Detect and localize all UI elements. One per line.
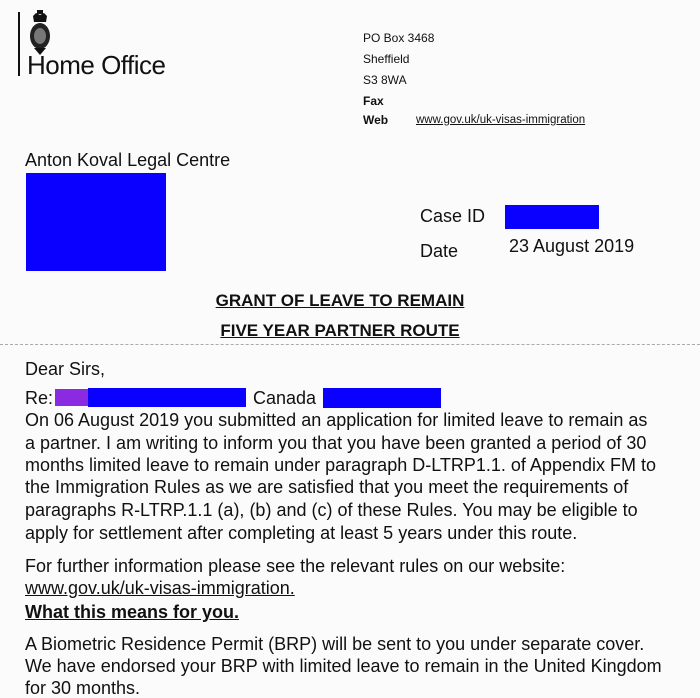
further-info-text: For further information please see the relevant rules on our website: <box>25 556 566 576</box>
org-name: Home Office <box>27 50 166 80</box>
salutation: Dear Sirs, <box>25 359 106 379</box>
scan-dashed-line <box>0 344 700 345</box>
web-link[interactable]: www.gov.uk/uk-visas-immigration <box>416 114 586 126</box>
letter-subtitle: FIVE YEAR PARTNER ROUTE <box>220 321 460 340</box>
section-heading: What this means for you. <box>25 602 240 622</box>
address-line: PO Box 3468 <box>363 31 435 45</box>
redacted-reference <box>323 388 441 408</box>
paragraph-line: apply for settlement after completing at least 5 years under this route. <box>25 523 578 543</box>
address-line: Sheffield <box>363 52 410 66</box>
address-line: S3 8WA <box>363 73 407 87</box>
date-label: Date <box>420 241 459 261</box>
paragraph-line: We have endorsed your BRP with limited leave to remain in the United Kingdom <box>25 656 662 676</box>
redacted-address <box>26 173 166 271</box>
date-value: 23 August 2019 <box>509 236 635 256</box>
paragraph-line: the Immigration Rules as we are satisfied that you meet the requirements of <box>25 477 629 497</box>
re-country: Canada <box>253 388 317 408</box>
paragraph-line: for 30 months. <box>25 678 141 698</box>
redacted-name <box>88 388 246 407</box>
fax-label: Fax <box>363 94 384 108</box>
redacted-name-purple <box>55 389 88 406</box>
recipient-name: Anton Koval Legal Centre <box>25 150 231 170</box>
re-label: Re: <box>25 388 54 408</box>
paragraph-line: On 06 August 2019 you submitted an application for limited leave to remain as <box>25 410 648 430</box>
web-label: Web <box>363 113 389 127</box>
paragraph-line: a partner. I am writing to inform you that you have been granted a period of 30 <box>25 433 647 453</box>
paragraph-line: A Biometric Residence Permit (BRP) will be sent to you under separate cover. <box>25 634 645 654</box>
logo-divider <box>18 12 20 76</box>
paragraph-line: months limited leave to remain under paragraph D-LTRP1.1. of Appendix FM to <box>25 455 656 475</box>
letter-title: GRANT OF LEAVE TO REMAIN <box>215 291 465 310</box>
website-link[interactable]: www.gov.uk/uk-visas-immigration. <box>25 578 295 598</box>
redacted-case-id <box>505 205 599 229</box>
paragraph-line: paragraphs R-LTRP.1.1 (a), (b) and (c) of these Rules. You may be eligible to <box>25 500 638 520</box>
case-id-label: Case ID <box>420 206 486 226</box>
